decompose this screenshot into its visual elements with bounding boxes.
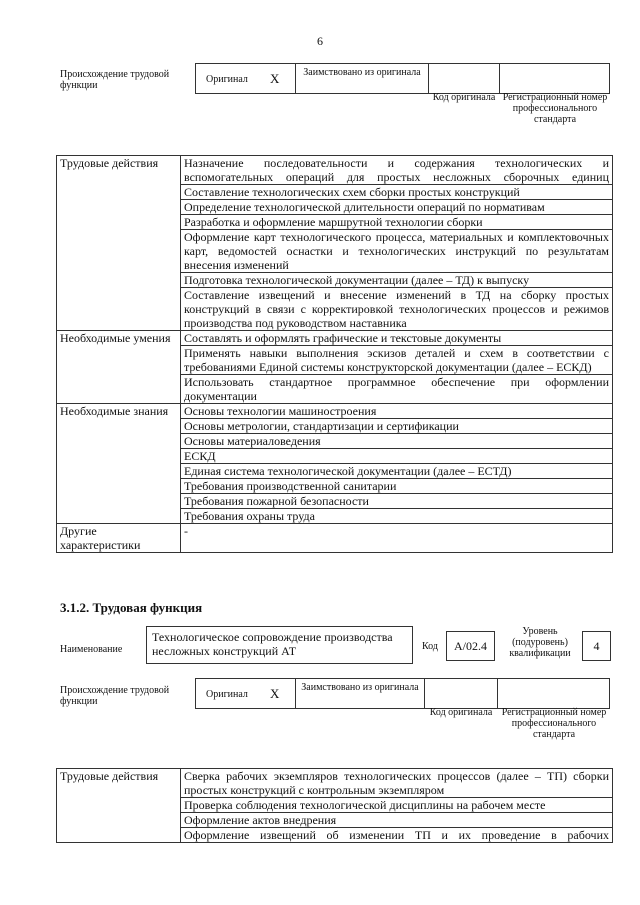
table-cell: - — [181, 524, 613, 553]
name-label: Наименование — [60, 644, 123, 655]
original-cell — [195, 678, 296, 709]
table-cell: Составление технологических схем сборки простых конструкций — [181, 185, 613, 200]
section-title: 3.1.2. Трудовая функция — [60, 600, 203, 615]
page-number: 6 — [317, 34, 323, 48]
original-label: Оригинал — [206, 689, 248, 700]
reg-number-cell — [499, 63, 610, 94]
origin-label: Происхождение трудовой функции — [60, 69, 170, 91]
labor-function-table-2 — [56, 768, 613, 843]
original-mark: X — [270, 71, 280, 86]
table-cell: Подготовка технологической документации (далее – ТД) к выпуску — [181, 273, 613, 288]
category-cell: Другие характеристики — [57, 524, 181, 553]
table-row — [57, 331, 613, 346]
table-cell: Определение технологической длительности операций по нормативам — [181, 200, 613, 215]
table-cell: Составлять и оформлять графические и текстовые документы — [181, 331, 613, 346]
table-row — [57, 524, 613, 553]
borrowed-cell: Заимствовано из оригинала — [295, 63, 429, 94]
table-row — [57, 404, 613, 419]
table-cell: Основы материаловедения — [181, 434, 613, 449]
reg-number-label: Регистрационный номер профессионального стандарта — [502, 92, 608, 125]
table-cell: Основы технологии машиностроения — [181, 404, 613, 419]
table-row — [57, 156, 613, 185]
code-value: А/02.4 — [446, 631, 495, 661]
original-label: Оригинал — [206, 74, 248, 85]
name-value: Технологическое сопровождение производства несложных конструкций АТ — [146, 626, 413, 664]
original-code-label: Код оригинала — [432, 92, 496, 103]
original-code-label: Код оригинала — [429, 707, 493, 718]
labor-function-table-1 — [56, 155, 613, 553]
table-cell: Разработка и оформление маршрутной технологии сборки — [181, 215, 613, 230]
category-cell: Необходимые умения — [57, 331, 181, 404]
table-cell: Проверка соблюдения технологической дисциплины на рабочем месте — [181, 798, 613, 813]
table-cell: ЕСКД — [181, 449, 613, 464]
level-label: Уровень (подуровень) квалификации — [509, 626, 571, 659]
origin-label: Происхождение трудовой функции — [60, 685, 170, 707]
reg-number-cell — [497, 678, 610, 709]
table-cell: Требования пожарной безопасности — [181, 494, 613, 509]
category-cell: Трудовые действия — [57, 156, 181, 331]
original-mark: X — [270, 686, 280, 701]
table-cell: Требования производственной санитарии — [181, 479, 613, 494]
original-cell — [195, 63, 296, 94]
table-cell: Применять навыки выполнения эскизов деталей и схем в соответствии с требованиями Единой системы конструкторской документации (далее – ЕСКД) — [181, 346, 613, 375]
table-cell: Оформление актов внедрения — [181, 813, 613, 828]
category-cell: Необходимые знания — [57, 404, 181, 524]
category-cell: Трудовые действия — [57, 769, 181, 843]
table-cell: Назначение последовательности и содержания технологических и вспомогательных операций для простых несложных сборочных единиц — [181, 156, 613, 185]
table-cell: Основы метрологии, стандартизации и сертификации — [181, 419, 613, 434]
table-row — [57, 769, 613, 798]
original-code-cell — [428, 63, 500, 94]
table-cell: Единая система технологической документации (далее – ЕСТД) — [181, 464, 613, 479]
table-cell: Требования охраны труда — [181, 509, 613, 524]
table-cell: Сверка рабочих экземпляров технологических процессов (далее – ТП) сборки простых конструкций с контрольным экземпляром — [181, 769, 613, 798]
table-cell: Оформление карт технологического процесса, материальных и комплектовочных карт, ведомостей оснастки и технологических инструкций по результатам внесения изменений — [181, 230, 613, 273]
table-cell: Составление извещений и внесение изменений в ТД на сборку простых конструкций в связи с корректировкой технологических процессов и режимов производства под руководством наставника — [181, 288, 613, 331]
borrowed-cell: Заимствовано из оригинала — [295, 678, 425, 709]
original-code-cell — [424, 678, 498, 709]
level-value: 4 — [582, 631, 611, 661]
reg-number-label: Регистрационный номер профессионального стандарта — [501, 707, 607, 740]
table-cell: Использовать стандартное программное обеспечение при оформлении документации — [181, 375, 613, 404]
code-label: Код — [422, 641, 438, 652]
table-cell: Оформление извещений об изменении ТП и их проведение в рабочих — [181, 828, 613, 843]
